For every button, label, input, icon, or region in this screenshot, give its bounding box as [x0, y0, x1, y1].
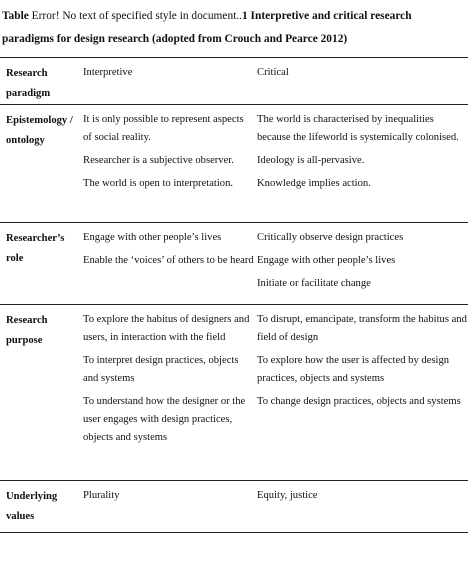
critical-cell [254, 223, 468, 305]
caption-prefix: Table [2, 10, 29, 22]
paradigms-table [0, 57, 468, 533]
table-row [0, 481, 468, 533]
row-label: Research purpose [6, 315, 48, 346]
caption-error: Error! No text of specified style in document.. [28, 10, 243, 22]
row-label: Epistemology / ontology [6, 115, 73, 146]
cell-paragraph: Equity, justice [257, 490, 318, 501]
cell-paragraph: Ideology is all-pervasive. [257, 155, 365, 166]
cell-paragraph: To explore how the user is affected by design practices, objects and systems [257, 355, 450, 384]
cell-paragraph: Critically observe design practices [257, 232, 404, 243]
header-research-paradigm: Research paradigm [6, 68, 51, 99]
table-row [0, 223, 468, 305]
critical-cell [254, 481, 468, 533]
row-label: Researcher’s role [6, 233, 65, 264]
header-interpretive: Interpretive [83, 67, 133, 78]
table-row [0, 105, 468, 223]
row-label: Underlying values [6, 491, 58, 522]
interpretive-cell [80, 481, 254, 533]
cell-paragraph: To interpret design practices, objects and systems [83, 355, 239, 384]
interpretive-cell [80, 105, 254, 223]
cell-paragraph: To change design practices, objects and systems [257, 396, 461, 407]
cell-paragraph: Initiate or facilitate change [257, 278, 371, 289]
caption-title: 1 Interpretive and critical research paradigms for design research (adopted from Crouch and Pearce 2012) [2, 10, 412, 45]
interpretive-cell [80, 223, 254, 305]
cell-paragraph: Engage with other people’s lives [83, 232, 222, 243]
table-caption [2, 5, 464, 51]
cell-paragraph: Enable the ‘voices’ of others to be heard [83, 255, 254, 266]
critical-cell [254, 105, 468, 223]
cell-paragraph: Plurality [83, 490, 120, 501]
cell-paragraph: Engage with other people’s lives [257, 255, 396, 266]
cell-paragraph: Knowledge implies action. [257, 178, 371, 189]
interpretive-cell [80, 305, 254, 481]
cell-paragraph: The world is characterised by inequalities because the lifeworld is systemically colonised. [257, 114, 459, 143]
cell-paragraph: It is only possible to represent aspects of social reality. [83, 114, 244, 143]
table-row [0, 305, 468, 481]
cell-paragraph: Researcher is a subjective observer. [83, 155, 234, 166]
header-critical: Critical [257, 67, 289, 78]
critical-cell [254, 305, 468, 481]
cell-paragraph: To explore the habitus of designers and users, in interaction with the field [83, 314, 250, 343]
table-header-row [0, 58, 468, 105]
cell-paragraph: The world is open to interpretation. [83, 178, 234, 189]
cell-paragraph: To understand how the designer or the user engages with design practices, objects and systems [83, 396, 246, 443]
cell-paragraph: To disrupt, emancipate, transform the habitus and field of design [257, 314, 467, 343]
